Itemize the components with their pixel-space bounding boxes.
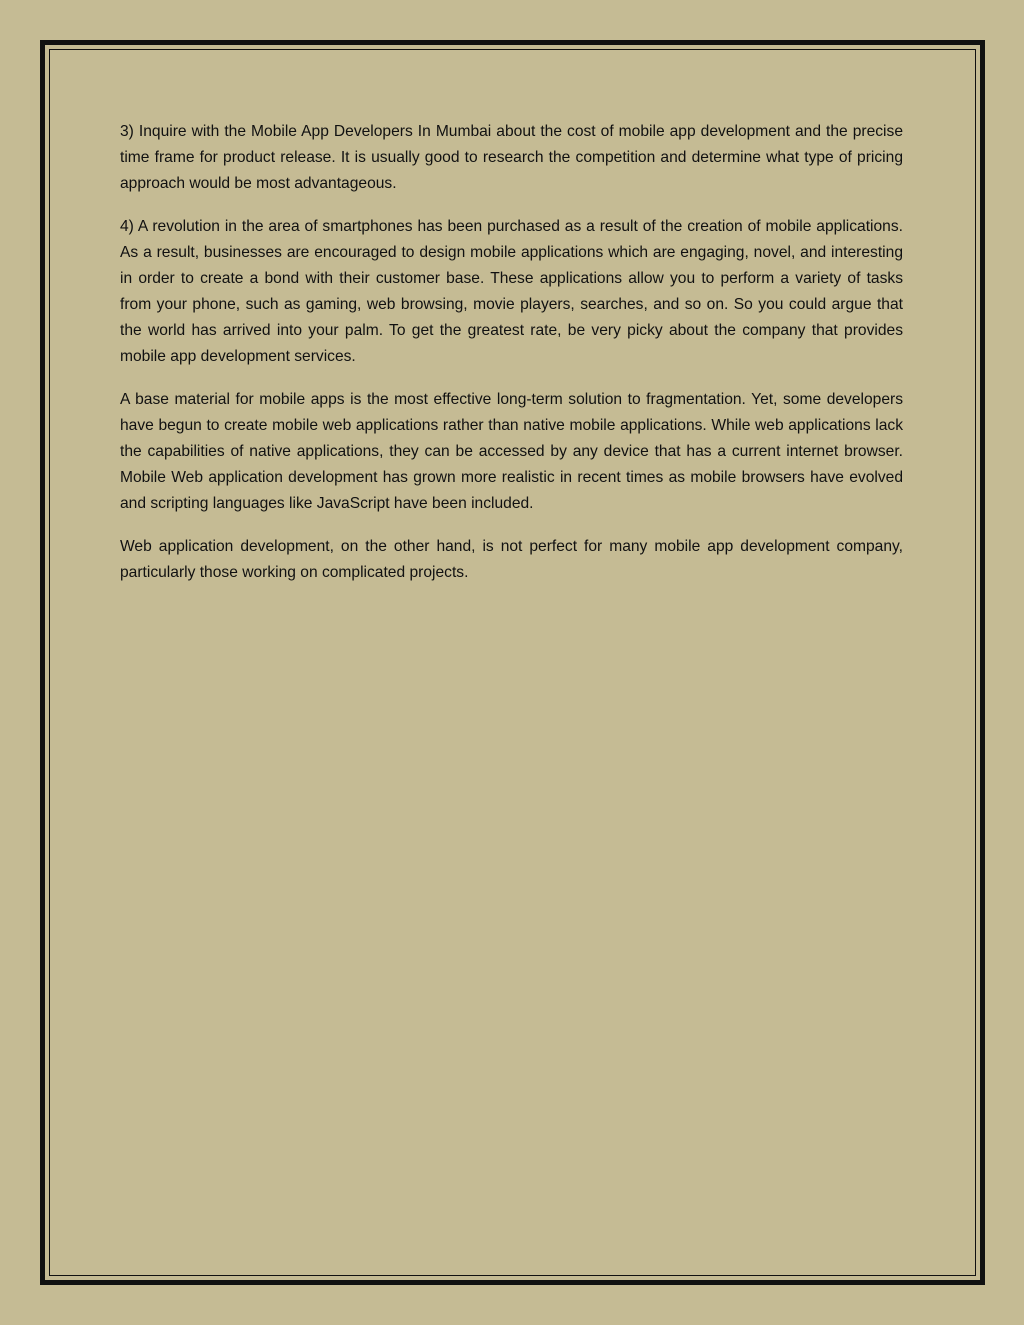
paragraph-web-app-limitations: Web application development, on the other hand, is not perfect for many mobile app development company, particularly those working on complicated projects.	[120, 538, 903, 581]
paragraph-smartphone-revolution: 4) A revolution in the area of smartphones has been purchased as a result of the creation of mobile applications. As a result, businesses are encouraged to design mobile applications which are engaging, novel, and interesting in order to create a bond with their customer base. These applications allow you to perform a variety of tasks from your phone, such as gaming, web browsing, movie players, searches, and so on. So you could argue that the world has arrived into your palm. To get the greatest rate, be very picky about the company that provides mobile app development services.	[120, 218, 903, 365]
paragraph-fragmentation: A base material for mobile apps is the most effective long-term solution to fragmentation. Yet, some developers have begun to create mobile web applications rather than native mobile applications. While web applications lack the capabilities of native applications, they can be accessed by any device that has a current internet browser. Mobile Web application development has grown more realistic in recent times as mobile browsers have evolved and scripting languages like JavaScript have been included.	[120, 391, 903, 512]
document-body	[120, 119, 903, 603]
paragraph-pricing: 3) Inquire with the Mobile App Developers In Mumbai about the cost of mobile app development and the precise time frame for product release. It is usually good to research the competition and determine what type of pricing approach would be most advantageous.	[120, 123, 903, 192]
